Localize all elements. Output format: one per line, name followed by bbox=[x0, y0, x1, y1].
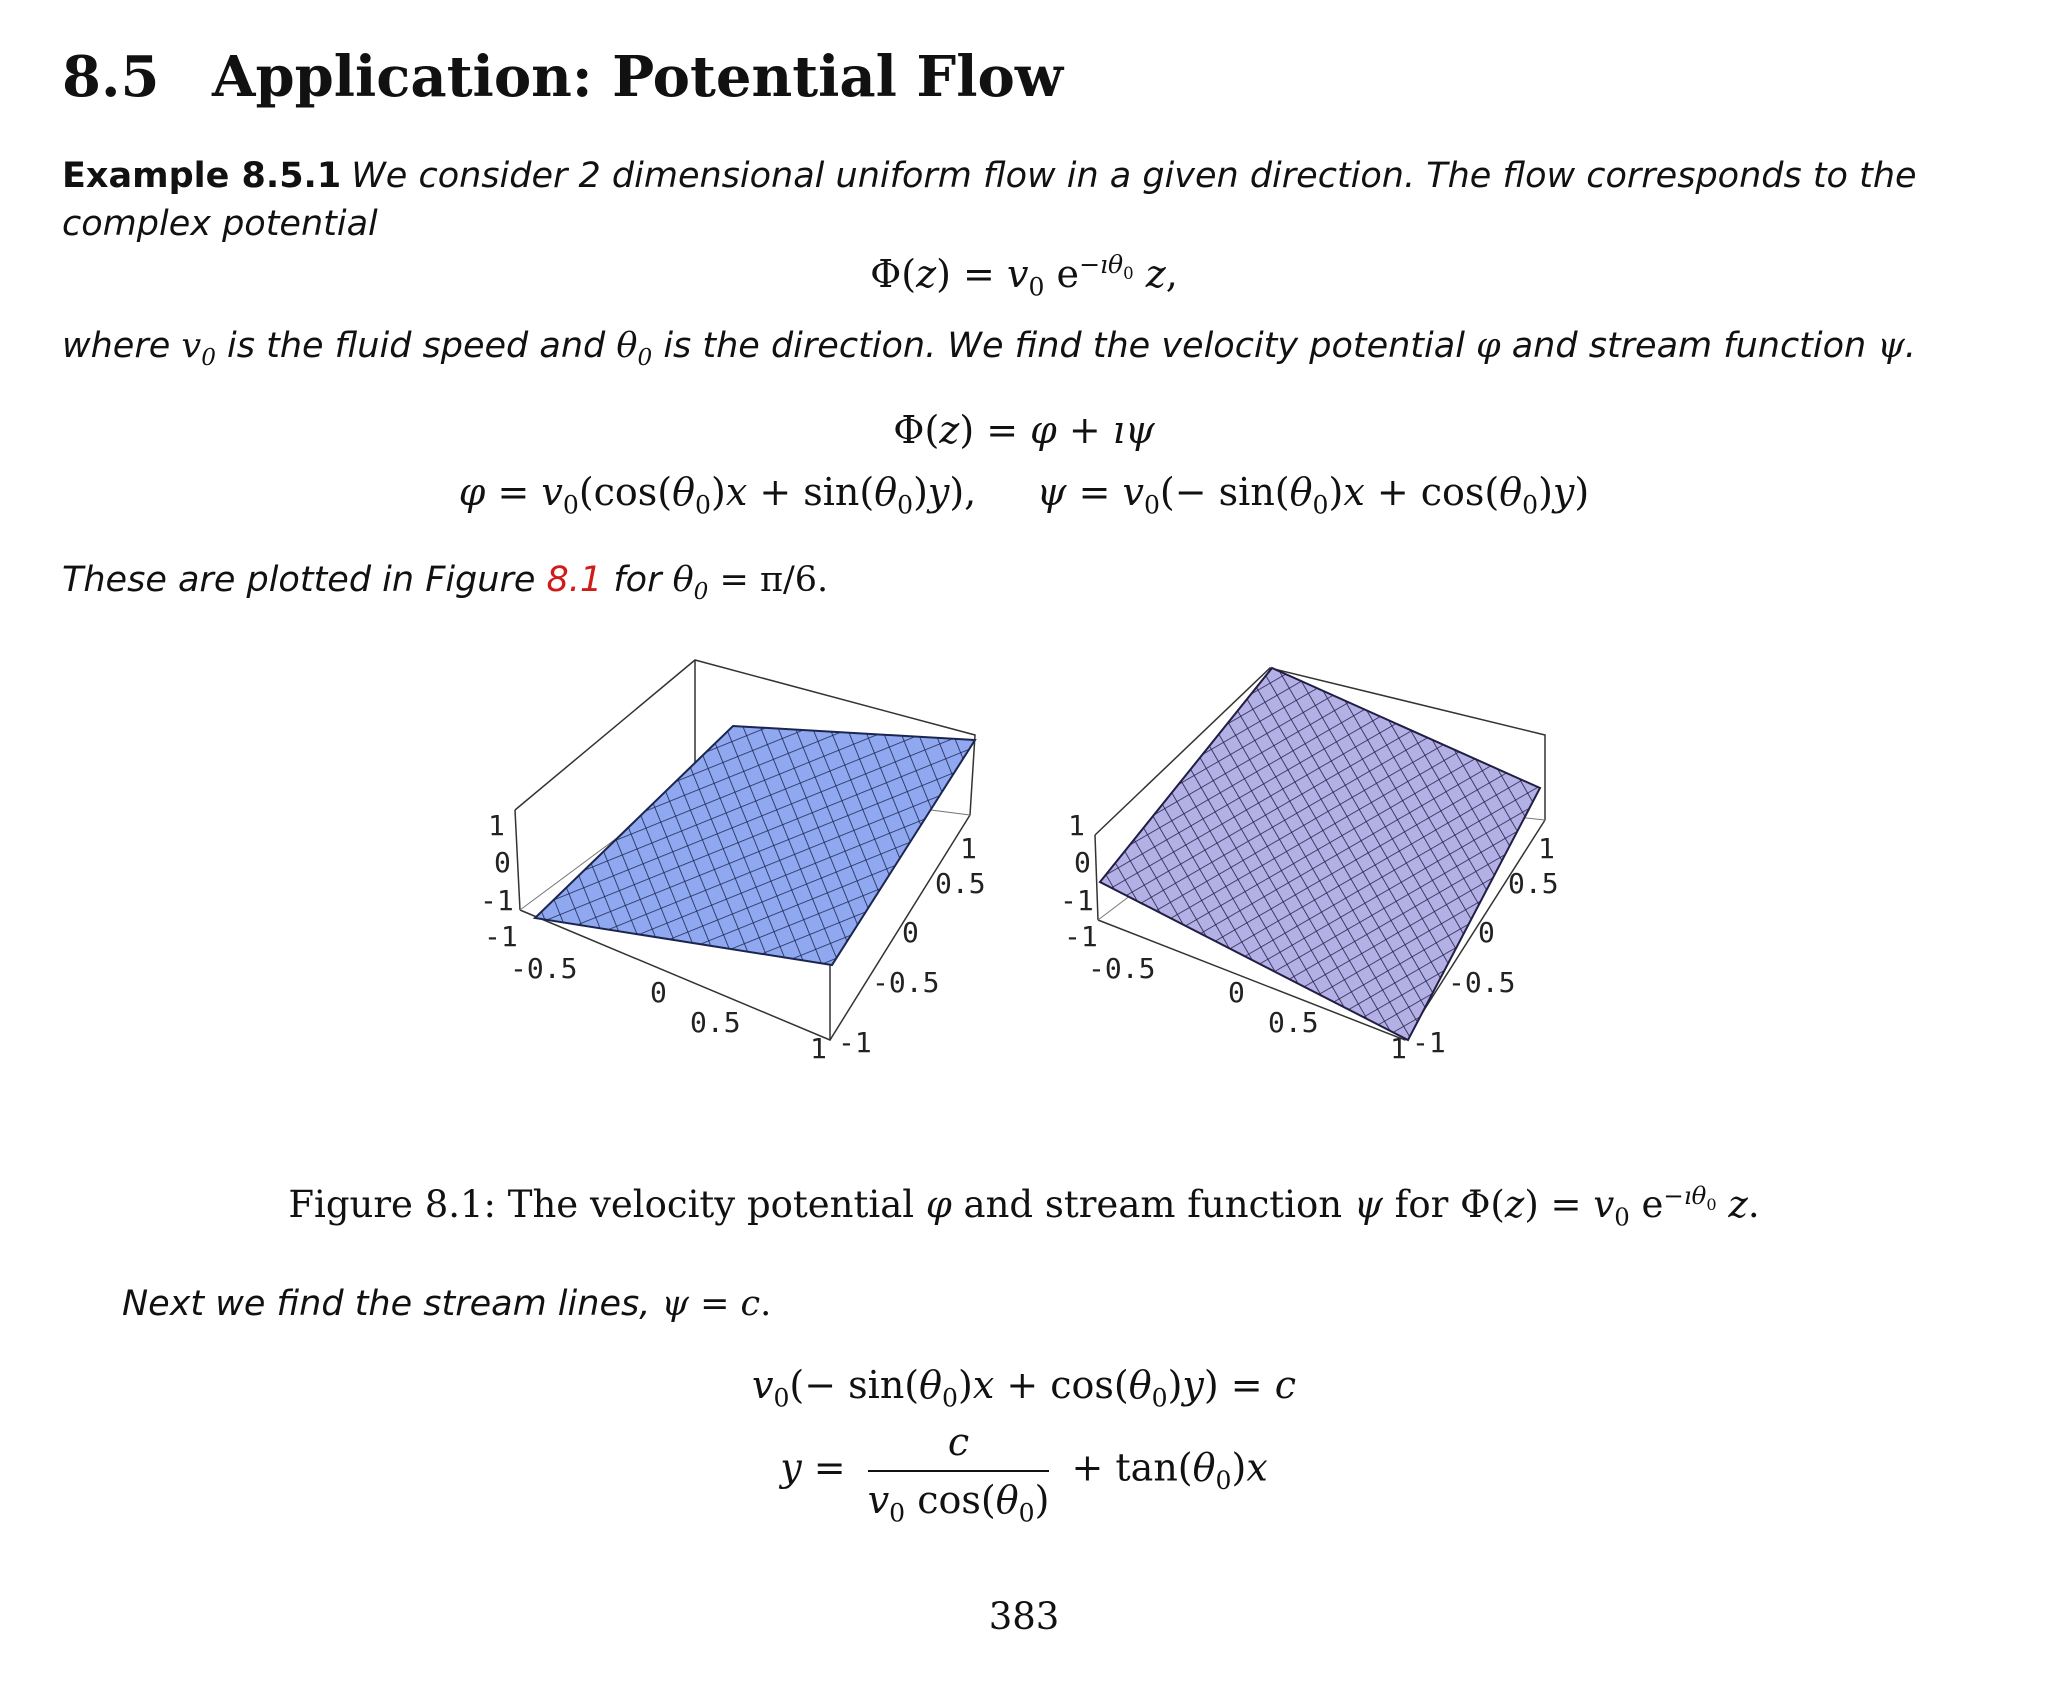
equation-phi-psi: $\varphi = v_0(\cos(\theta_0)x + \sin(\theta_0)y)$, $\psi = v_0(- \sin(\theta_0)x + \cos(\theta_0)y)$ bbox=[458, 470, 1590, 520]
section-title: Application: Potential Flow bbox=[212, 44, 1064, 110]
z-tick-neg1: -1 bbox=[1060, 884, 1094, 917]
stream-fraction: $\frac{c}{v_0 \cos(\theta_0)}$ bbox=[867, 1420, 1050, 1528]
where-text-5: . bbox=[1904, 326, 1916, 366]
x-tick-05: 0.5 bbox=[1268, 1006, 1319, 1039]
next-paragraph: Next we find the stream lines, ψ = c. bbox=[122, 1284, 772, 1324]
equation-stream-2: y = $\frac{c}{v_0 \cos(\theta_0)}$ + $\tan(\theta_0)x$ bbox=[780, 1420, 1268, 1528]
section-number: 8.5 bbox=[62, 44, 160, 110]
where-text-3: is the direction. We find the velocity potential bbox=[663, 326, 1465, 366]
x-tick-1: 1 bbox=[810, 1032, 827, 1065]
y-tick-1: 1 bbox=[960, 832, 977, 865]
z-tick-1: 1 bbox=[488, 809, 505, 842]
plot-velocity-potential bbox=[480, 660, 986, 1065]
y-tick-05: 0.5 bbox=[1508, 867, 1559, 900]
y-tick-neg1: -1 bbox=[1412, 1026, 1446, 1059]
x-tick-05: 0.5 bbox=[690, 1006, 741, 1039]
x-tick-0: 0 bbox=[1228, 976, 1245, 1009]
y-tick-0: 0 bbox=[902, 916, 919, 949]
y-tick-1: 1 bbox=[1538, 832, 1555, 865]
x-tick-0: 0 bbox=[650, 976, 667, 1009]
example-label: Example 8.5.1 bbox=[62, 156, 342, 196]
where-text-4: and stream function bbox=[1511, 326, 1867, 366]
x-tick-neg05: -0.5 bbox=[510, 952, 578, 985]
z-tick-neg1: -1 bbox=[480, 884, 514, 917]
next-text: Next we find the stream lines, bbox=[122, 1284, 651, 1324]
z-tick-0: 0 bbox=[1074, 846, 1091, 879]
y-tick-neg1: -1 bbox=[838, 1026, 872, 1059]
z-tick-0: 0 bbox=[494, 846, 511, 879]
page-number: 383 bbox=[988, 1595, 1060, 1638]
x-tick-neg05: -0.5 bbox=[1088, 952, 1156, 985]
plotted-text-1: These are plotted in Figure bbox=[62, 560, 536, 600]
plotted-text-2: for bbox=[613, 560, 662, 600]
equation-potential: $\Phi(z) = v_0$ $e^{-ı\theta_0}$ z, bbox=[870, 250, 1178, 302]
y-tick-neg05: -0.5 bbox=[1448, 966, 1516, 999]
y-tick-neg05: -0.5 bbox=[872, 966, 940, 999]
x-tick-neg1: -1 bbox=[484, 920, 518, 953]
caption-label: Figure 8.1: bbox=[288, 1183, 497, 1226]
y-tick-05: 0.5 bbox=[935, 867, 986, 900]
where-paragraph: where $v_0$ is the fluid speed and $\theta_0$ is the direction. We find the velocity potential φ and stream function ψ. bbox=[62, 326, 1916, 371]
x-tick-neg1: -1 bbox=[1064, 920, 1098, 953]
section-heading bbox=[62, 44, 1063, 110]
x-tick-1: 1 bbox=[1390, 1032, 1407, 1065]
where-text-2: is the fluid speed and bbox=[227, 326, 606, 366]
plot-stream-function bbox=[1060, 668, 1559, 1065]
where-text-1: where bbox=[62, 326, 171, 366]
example-paragraph bbox=[62, 152, 2007, 248]
figure-8-1 bbox=[0, 640, 2048, 1100]
equation-decomposition: Φ(z) = φ + ıψ bbox=[893, 408, 1155, 452]
z-tick-1: 1 bbox=[1068, 809, 1085, 842]
figure-ref-link[interactable]: 8.1 bbox=[546, 560, 603, 600]
equation-stream-1: $v_0(- \sin(\theta_0)x + \cos(\theta_0)y) = c$ bbox=[751, 1363, 1297, 1413]
y-tick-0: 0 bbox=[1478, 916, 1495, 949]
example-text: We consider 2 dimensional uniform flow in a given direction. The flow corresponds to the complex potential bbox=[62, 156, 1917, 244]
figure-caption: Figure 8.1: The velocity potential φ and stream function ψ for $\Phi(z) = v_0$ $e^{-ı\theta_0}$ z. bbox=[288, 1180, 1760, 1232]
plotted-paragraph: These are plotted in Figure 8.1 for $\theta_0 = \pi/6$. bbox=[62, 560, 829, 605]
